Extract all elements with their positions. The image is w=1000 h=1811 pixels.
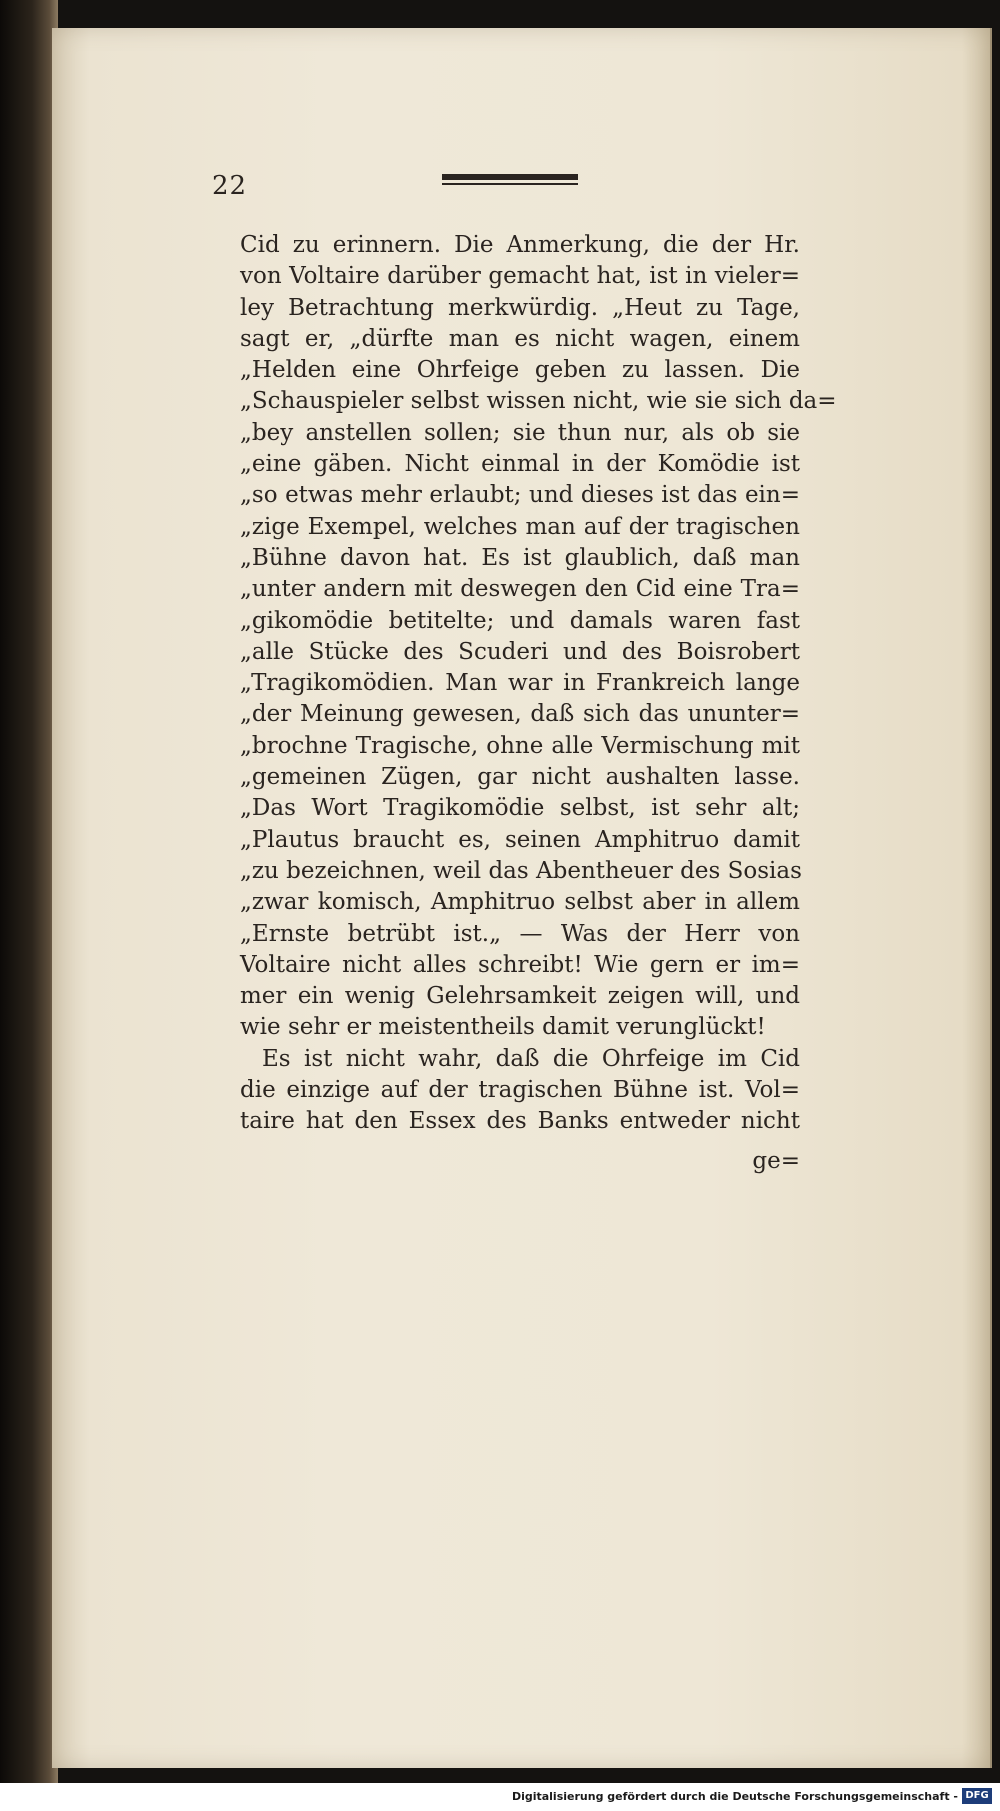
text-line: „zu bezeichnen, weil das Abentheuer des Sosias [240,857,802,884]
text-line: „unter andern mit deswegen den Cid eine Tra= [240,576,800,603]
text-line: „zige Exempel, welches man auf der tragischen [240,513,800,540]
body-text [240,230,837,1138]
text-line: „Plautus braucht es, seinen Amphitruo damit [240,826,800,853]
header-rule-thick [442,174,578,180]
text-line: ley Betrachtung merkwürdig. „Heut zu Tage, [240,294,800,321]
book-binding [0,0,58,1811]
text-line: „Das Wort Tragikomödie selbst, ist sehr alt; [240,795,800,822]
text-line: „so etwas mehr erlaubt; und dieses ist das ein= [240,482,800,509]
page-number: 22 [212,171,248,201]
text-line: sagt er, „dürfte man es nicht wagen, einem [240,325,800,352]
text-line: Voltaire nicht alles schreibt! Wie gern er im= [240,951,800,978]
text-line: „bey anstellen sollen; sie thun nur, als ob sie [240,419,800,446]
catchword: ge= [752,1148,800,1174]
text-line: „der Meinung gewesen, daß sich das ununter= [240,701,800,728]
text-line: „Bühne davon hat. Es ist glaublich, daß man [240,544,800,571]
text-line: die einzige auf der tragischen Bühne ist. Vol= [240,1077,800,1104]
text-line: „brochne Tragische, ohne alle Vermischung mit [240,732,800,759]
text-line: „Helden eine Ohrfeige geben zu lassen. Die [240,357,800,384]
text-line: „gemeinen Zügen, gar nicht aushalten lasse. [240,764,800,791]
text-line: „Schauspieler selbst wissen nicht, wie sie sich da= [240,388,837,415]
text-line: „eine gäben. Nicht einmal in der Komödie ist [240,451,800,478]
header-rule-thin [442,183,578,185]
text-line: „gikomödie betitelte; und damals waren fast [240,607,800,634]
text-line: „Ernste betrübt ist.„ — Was der Herr von [240,920,800,947]
text-line: „alle Stücke des Scuderi und des Boisrobert [240,638,800,665]
text-line: „Tragikomödien. Man war in Frankreich lange [240,670,800,697]
digitization-credit: Digitalisierung gefördert durch die Deutsche Forschungsgemeinschaft - [511,1790,958,1803]
dfg-logo: DFG [962,1788,992,1804]
text-line: von Voltaire darüber gemacht hat, ist in vieler= [240,263,800,290]
text-line: taire hat den Essex des Banks entweder nicht [240,1108,800,1135]
text-line: „zwar komisch, Amphitruo selbst aber in allem [240,889,800,916]
text-line: wie sehr er meistentheils damit verunglückt! [240,1014,766,1041]
text-line: Es ist nicht wahr, daß die Ohrfeige im Cid [262,1045,800,1072]
text-line: Cid zu erinnern. Die Anmerkung, die der Hr. [240,232,800,258]
text-line: mer ein wenig Gelehrsamkeit zeigen will, und [240,983,800,1010]
